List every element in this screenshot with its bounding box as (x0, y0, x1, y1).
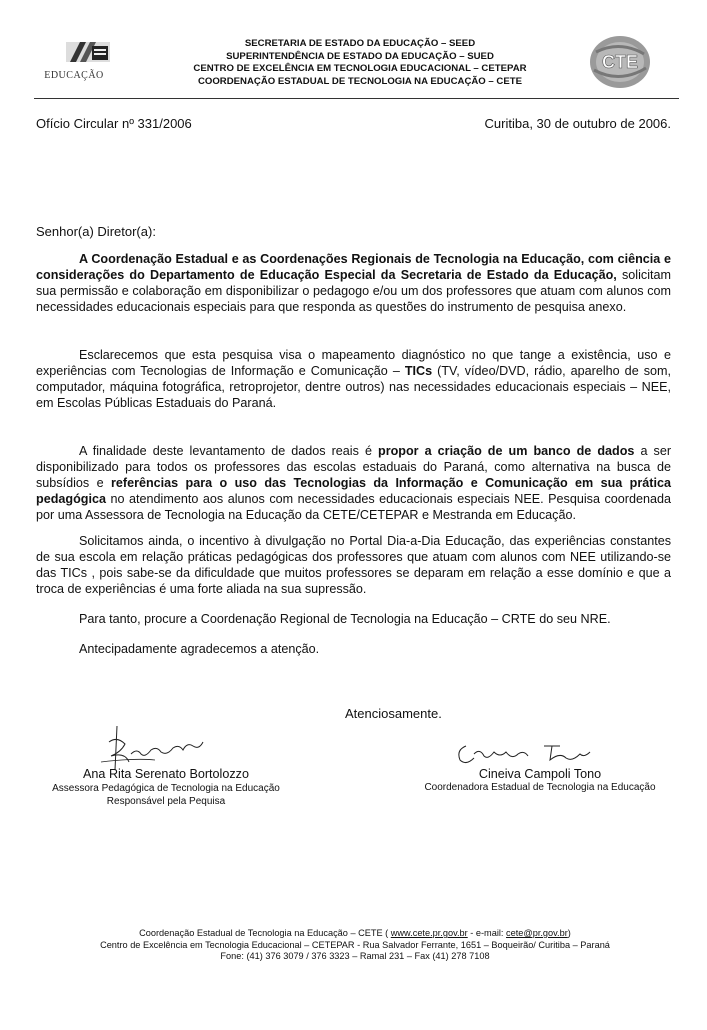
footer-email-link[interactable]: cete@pr.gov.br (506, 928, 568, 938)
letterhead-line: CENTRO DE EXCELÊNCIA EM TECNOLOGIA EDUCACIONAL – CETEPAR (193, 63, 527, 74)
signature-right-image (452, 738, 602, 768)
document-reference: Ofício Circular nº 331/2006 (36, 116, 192, 131)
paragraph-2-text-c: (TV, vídeo/DVD, rádio, aparelho de som, computador, máquina fotográfica, retroprojetor, dentre outros) nas necessidades educacionais especiais – NEE, em Escolas Públicas Estaduais do Paraná. (36, 364, 671, 410)
letterhead-line: SECRETARIA DE ESTADO DA EDUCAÇÃO – SEED (244, 38, 476, 49)
header-divider (34, 98, 679, 99)
signatory-left-role-line: Responsável pela Pequisa (106, 796, 226, 807)
education-logo-icon (66, 40, 110, 66)
paragraph-1-bold: A Coordenação Estadual e as Coordenações Regionais de Tecnologia na Educação, com ciência e considerações do Departamento de Educação Especial da Secretaria de Estado da Educação, (36, 252, 671, 282)
paragraph-3-bold-d: referências para o uso das Tecnologias da Informação e Comunicação em sua prática pedagógica (36, 476, 671, 506)
education-logo-text: EDUCAÇÃO (44, 70, 104, 81)
paragraph-5-text: Para tanto, procure a Coordenação Regional de Tecnologia na Educação – CRTE do seu NRE. (79, 612, 611, 626)
footer-line-2: Centro de Excelência em Tecnologia Educacional – CETEPAR - Rua Salvador Ferrante, 1651 – Boqueirão/ Curitiba – Paraná (100, 939, 610, 950)
education-logo (30, 36, 118, 86)
paragraph-3-bold-b: propor a criação de um banco de dados (378, 444, 635, 458)
salutation: Senhor(a) Diretor(a): (36, 224, 156, 239)
paragraph-2 (36, 347, 671, 411)
signatory-left-role (36, 782, 296, 808)
paragraph-1 (36, 251, 671, 315)
cte-logo-icon (586, 32, 652, 92)
paragraph-3-text-c: a ser disponibilizado para todos os professores das escolas estaduais do Paraná, como alternativa na busca de subsídios e (36, 444, 672, 490)
signatory-right-name: Cineiva Campoli Tono (478, 767, 602, 781)
paragraph-2-bold: TICs (404, 364, 433, 378)
document-date: Curitiba, 30 de outubro de 2006. (484, 116, 671, 131)
paragraph-5 (36, 611, 671, 627)
paragraph-1-text: solicitam sua permissão e colaboração em disponibilizar o pedagogo e/ou um dos professores que atuam com alunos com necessidades educacionais especiais para que responda as questões do instrumento de pesquisa anexo. (36, 268, 671, 314)
paragraph-3 (36, 443, 671, 523)
closing: Atenciosamente. (345, 706, 442, 721)
cte-logo-text: CTE (602, 52, 638, 72)
signatory-left-name: Ana Rita Serenato Bortolozzo (83, 767, 249, 781)
paragraph-2-text-a: Esclarecemos que esta pesquisa visa o mapeamento diagnóstico no que tange a existência, uso e experiências com Tecnologias de Informação e Comunicação – (36, 348, 671, 378)
paragraph-3-text-e: no atendimento aos alunos com necessidades educacionais especiais NEE. Pesquisa coordenada por uma Assessora de Tecnologia na Educação da CETE/CETEPAR e Mestranda em Educação. (36, 492, 671, 522)
footer (40, 928, 670, 963)
letterhead-line: COORDENAÇÃO ESTADUAL DE TECNOLOGIA NA EDUCAÇÃO – CETE (197, 75, 523, 87)
paragraph-3-text-a: A finalidade deste levantamento de dados reais é (79, 444, 378, 458)
signature-left-image (95, 722, 225, 772)
paragraph-4 (36, 533, 671, 597)
footer-line-1 (40, 928, 670, 940)
footer-text: ) (567, 928, 571, 938)
signatory-right-role: Coordenadora Estadual de Tecnologia na Educação (424, 782, 656, 793)
letterhead (130, 38, 590, 88)
letterhead-line: SUPERINTENDÊNCIA DE ESTADO DA EDUCAÇÃO – SUED (226, 50, 494, 62)
paragraph-6-text: Antecipadamente agradecemos a atenção. (79, 642, 320, 656)
footer-line-3: Fone: (41) 376 3079 / 376 3323 – Ramal 231 – Fax (41) 278 7108 (220, 951, 490, 961)
footer-text: Coordenação Estadual de Tecnologia na Educação – CETE ( (139, 928, 391, 938)
footer-text: - e-mail: (467, 928, 507, 938)
paragraph-4-text: Solicitamos ainda, o incentivo à divulgação no Portal Dia-a-Dia Educação, das experiências constantes de sua escola em relação práticas pedagógicas dos professores que atuam com alunos com NEE utilizando-se das TICs , pois sabe-se da dificuldade que muitos professores se deparam em relação a esse domínio e que a troca de experiências é uma forte aliada na sua supressão. (36, 534, 671, 596)
paragraph-6 (36, 641, 671, 657)
signatory-left-role-line: Assessora Pedagógica de Tecnologia na Educação (52, 783, 280, 794)
footer-website-link[interactable]: www.cete.pr.gov.br (390, 928, 468, 938)
